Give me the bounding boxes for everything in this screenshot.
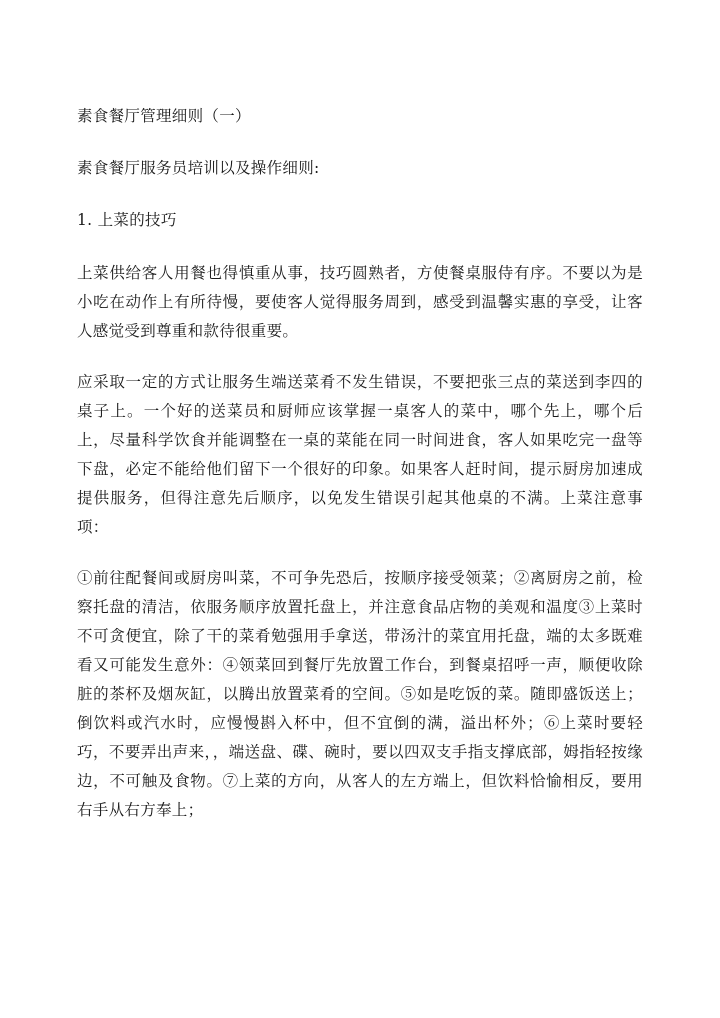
document-title: 素食餐厅管理细则（一） <box>77 107 251 125</box>
section-heading: 1. 上菜的技巧 <box>77 211 177 229</box>
paragraph-3: ①前往配餐间或厨房叫菜，不可争先恐后，按顺序接受领菜；②离厨房之前，检察托盘的清洁，依服务顺序放置托盘上，并注意食品店物的美观和温度③上菜时不可贪便宜，除了干的菜肴勉强用手拿送，带汤汁的菜宜用托盘，端的太多既难看又可能发生意外：④领菜回到餐厅先放置工作台，到餐桌招呼一声，顺便收除脏的茶杯及烟灰缸，以腾出放置菜肴的空间。⑤如是吃饭的菜。随即盛饭送上；倒饮料或汽水时，应慢慢斟入杯中，但不宜倒的满，溢出杯外；⑥上菜时要轻巧，不要弄出声来，，端送盘、碟、碗时，要以四双支手指支撑底部，姆指轻按缘边，不可触及食物。⑦上菜的方向，从客人的左方端上，但饮料恰愉相反，要用右手从右方奉上； <box>77 569 643 819</box>
paragraph-2: 应采取一定的方式让服务生端送菜肴不发生错误，不要把张三点的菜送到李四的桌子上。一个好的送菜员和厨师应该掌握一桌客人的菜中，哪个先上，哪个后上，尽量科学饮食并能调整在一桌的菜能在同一时间进食，客人如果吃完一盘等下盘，必定不能给他们留下一个很好的印象。如果客人赶时间，提示厨房加速成提供服务，但得注意先后顺序，以免发生错误引起其他桌的不满。上菜注意事项： <box>77 373 643 536</box>
document-body <box>77 103 643 847</box>
paragraph-1: 上菜供给客人用餐也得慎重从事，技巧圆熟者，方使餐桌服侍有序。不要以为是小吃在动作上有所待慢，要使客人觉得服务周到，感受到温馨实惠的享受，让客人感觉受到尊重和款待很重要。 <box>77 264 643 340</box>
document-subtitle: 素食餐厅服务员培训以及操作细则: <box>77 159 320 177</box>
